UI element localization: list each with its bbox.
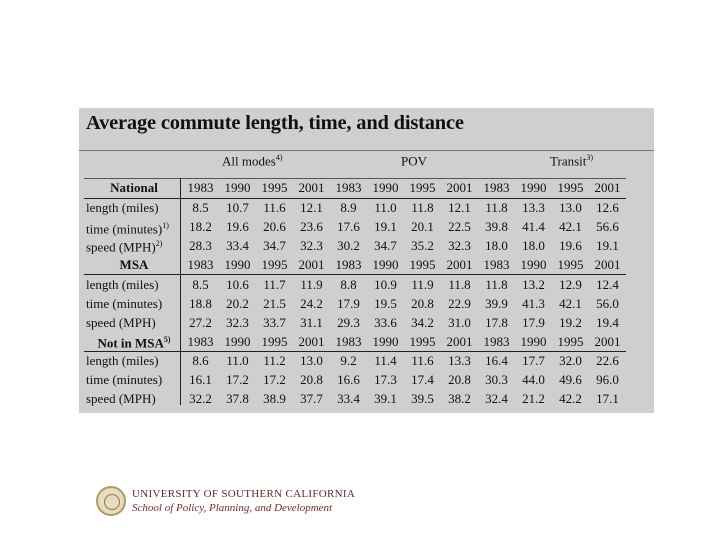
value-cell: 8.8	[340, 276, 357, 292]
value-cell: 11.8	[448, 276, 471, 292]
year-cell: 1990	[219, 179, 256, 199]
group-header-transit: Transit$^{3)}$	[550, 153, 594, 169]
value-cell: 10.9	[374, 276, 397, 292]
value-cell: 34.2	[411, 314, 434, 330]
value-cell: 42.1	[559, 295, 582, 311]
value-cell: 19.6	[559, 238, 582, 254]
value-cell: 37.7	[300, 391, 323, 407]
value-cell: 31.0	[448, 314, 471, 330]
year-cell: 1990	[219, 332, 256, 351]
value-cell: 22.9	[448, 295, 471, 311]
value-cell: 11.9	[300, 276, 323, 292]
value-cell: 11.9	[411, 276, 434, 292]
year-cell: 1995	[552, 332, 589, 351]
year-cell: 1995	[256, 332, 293, 351]
value-cell: 22.6	[596, 353, 619, 369]
year-cell: 1983	[330, 332, 367, 351]
year-cell: 1983	[478, 332, 515, 351]
value-cell: 31.1	[300, 314, 323, 330]
year-cell: 2001	[293, 256, 330, 275]
value-cell: 11.4	[374, 353, 397, 369]
value-cell: 32.3	[448, 238, 471, 254]
value-cell: 18.0	[522, 238, 545, 254]
value-cell: 16.4	[485, 353, 508, 369]
value-cell: 34.7	[263, 238, 286, 254]
year-cell: 2001	[589, 256, 626, 275]
year-cell: 2001	[293, 332, 330, 351]
value-cell: 12.1	[448, 200, 471, 216]
year-cell: 1995	[404, 256, 441, 275]
year-cell: 2001	[589, 179, 626, 199]
value-cell: 10.6	[226, 276, 249, 292]
value-cell: 96.0	[596, 372, 619, 388]
value-cell: 17.4	[411, 372, 434, 388]
value-cell: 42.2	[559, 391, 582, 407]
year-cell: 2001	[441, 256, 478, 275]
value-cell: 21.2	[522, 391, 545, 407]
row-label: speed (MPH)$^{2)}$	[86, 239, 163, 255]
university-seal-icon	[96, 486, 126, 516]
value-cell: 33.7	[263, 314, 286, 330]
row-label: length (miles)	[86, 200, 159, 216]
value-cell: 33.6	[374, 314, 397, 330]
year-cell: 1983	[330, 179, 367, 199]
value-cell: 56.6	[596, 219, 619, 235]
value-cell: 38.9	[263, 391, 286, 407]
value-cell: 39.9	[485, 295, 508, 311]
value-cell: 56.0	[596, 295, 619, 311]
year-cell: 1990	[515, 256, 552, 275]
value-cell: 12.9	[559, 276, 582, 292]
year-cell: 1983	[182, 179, 219, 199]
table-row	[84, 218, 626, 237]
value-cell: 19.5	[374, 295, 397, 311]
value-cell: 11.8	[485, 200, 508, 216]
value-cell: 30.3	[485, 372, 508, 388]
year-cell: 1983	[478, 256, 515, 275]
group-header-all-modes: All modes$^{4)}$	[222, 153, 283, 169]
value-cell: 35.2	[411, 238, 434, 254]
table-row	[84, 294, 626, 313]
row-label: length (miles)	[86, 353, 159, 369]
value-cell: 49.6	[559, 372, 582, 388]
year-cell: 2001	[441, 332, 478, 351]
value-cell: 10.7	[226, 200, 249, 216]
value-cell: 20.2	[226, 295, 249, 311]
value-cell: 34.7	[374, 238, 397, 254]
value-cell: 19.6	[226, 219, 249, 235]
title-rule	[79, 150, 654, 151]
year-cell: 1983	[478, 179, 515, 199]
value-cell: 11.8	[485, 276, 508, 292]
value-cell: 17.1	[596, 391, 619, 407]
year-cell: 1990	[219, 256, 256, 275]
value-cell: 39.8	[485, 219, 508, 235]
section-name: Not in MSA$^{5)}$	[84, 332, 182, 351]
commute-table	[84, 178, 626, 409]
value-cell: 17.9	[337, 295, 360, 311]
section-name: MSA	[84, 256, 182, 275]
value-cell: 13.3	[448, 353, 471, 369]
year-cell: 1990	[515, 332, 552, 351]
value-cell: 22.5	[448, 219, 471, 235]
value-cell: 30.2	[337, 238, 360, 254]
value-cell: 13.0	[300, 353, 323, 369]
value-cell: 38.2	[448, 391, 471, 407]
year-cell: 1990	[367, 256, 404, 275]
value-cell: 33.4	[226, 238, 249, 254]
row-label: time (minutes)	[86, 372, 163, 388]
year-cell: 1995	[404, 179, 441, 199]
value-cell: 12.4	[596, 276, 619, 292]
year-cell: 1990	[515, 179, 552, 199]
year-cell: 2001	[293, 179, 330, 199]
value-cell: 29.3	[337, 314, 360, 330]
value-cell: 20.8	[448, 372, 471, 388]
table-row	[84, 313, 626, 332]
value-cell: 11.0	[374, 200, 397, 216]
row-label: time (minutes)$^{1)}$	[86, 220, 169, 236]
year-cell: 2001	[589, 332, 626, 351]
value-cell: 17.3	[374, 372, 397, 388]
value-cell: 11.7	[263, 276, 286, 292]
value-cell: 41.4	[522, 219, 545, 235]
year-cell: 1995	[552, 179, 589, 199]
value-cell: 19.1	[596, 238, 619, 254]
value-cell: 11.0	[226, 353, 249, 369]
value-cell: 12.1	[300, 200, 323, 216]
row-label: length (miles)	[86, 276, 159, 292]
row-label: speed (MPH)	[86, 391, 156, 407]
table-title: Average commute length, time, and distance	[86, 112, 464, 134]
group-header-pov: POV	[401, 153, 428, 169]
table-row	[84, 352, 626, 371]
section-header-row	[84, 256, 626, 275]
value-cell: 18.8	[189, 295, 212, 311]
value-cell: 41.3	[522, 295, 545, 311]
value-cell: 21.5	[263, 295, 286, 311]
value-cell: 13.0	[559, 200, 582, 216]
value-cell: 17.9	[522, 314, 545, 330]
value-cell: 39.1	[374, 391, 397, 407]
value-cell: 11.8	[411, 200, 434, 216]
value-cell: 19.1	[374, 219, 397, 235]
row-label: speed (MPH)	[86, 314, 156, 330]
value-cell: 32.3	[300, 238, 323, 254]
value-cell: 16.6	[337, 372, 360, 388]
value-cell: 8.5	[192, 200, 209, 216]
value-cell: 18.0	[485, 238, 508, 254]
value-cell: 11.6	[411, 353, 434, 369]
column-divider	[180, 178, 181, 405]
value-cell: 24.2	[300, 295, 323, 311]
value-cell: 20.1	[411, 219, 434, 235]
value-cell: 27.2	[189, 314, 212, 330]
year-cell: 1983	[182, 256, 219, 275]
value-cell: 17.2	[263, 372, 286, 388]
year-cell: 1995	[552, 256, 589, 275]
value-cell: 20.6	[263, 219, 286, 235]
section-header-row	[84, 179, 626, 199]
value-cell: 17.8	[485, 314, 508, 330]
value-cell: 19.4	[596, 314, 619, 330]
value-cell: 11.6	[263, 200, 286, 216]
year-cell: 1995	[256, 179, 293, 199]
table-row	[84, 237, 626, 256]
year-cell: 1990	[367, 332, 404, 351]
value-cell: 17.2	[226, 372, 249, 388]
value-cell: 32.2	[189, 391, 212, 407]
table-row	[84, 390, 626, 409]
value-cell: 19.2	[559, 314, 582, 330]
value-cell: 16.1	[189, 372, 212, 388]
table-panel	[79, 108, 654, 413]
value-cell: 18.2	[189, 219, 212, 235]
value-cell: 32.3	[226, 314, 249, 330]
value-cell: 8.9	[340, 200, 357, 216]
value-cell: 23.6	[300, 219, 323, 235]
section-name: National	[84, 179, 182, 199]
school-name: School of Policy, Planning, and Development	[132, 502, 333, 514]
value-cell: 9.2	[340, 353, 357, 369]
year-cell: 1990	[367, 179, 404, 199]
value-cell: 20.8	[300, 372, 323, 388]
section-header-row	[84, 332, 626, 351]
value-cell: 28.3	[189, 238, 212, 254]
year-cell: 1995	[404, 332, 441, 351]
value-cell: 12.6	[596, 200, 619, 216]
table-row	[84, 198, 626, 217]
value-cell: 11.2	[263, 353, 286, 369]
value-cell: 8.5	[192, 276, 209, 292]
value-cell: 32.0	[559, 353, 582, 369]
value-cell: 13.3	[522, 200, 545, 216]
value-cell: 8.6	[192, 353, 209, 369]
table-row	[84, 275, 626, 294]
university-name: UNIVERSITY OF SOUTHERN CALIFORNIA	[132, 488, 356, 500]
year-cell: 2001	[441, 179, 478, 199]
value-cell: 17.7	[522, 353, 545, 369]
year-cell: 1995	[256, 256, 293, 275]
value-cell: 44.0	[522, 372, 545, 388]
table-row	[84, 371, 626, 390]
value-cell: 39.5	[411, 391, 434, 407]
value-cell: 33.4	[337, 391, 360, 407]
value-cell: 13.2	[522, 276, 545, 292]
value-cell: 42.1	[559, 219, 582, 235]
value-cell: 32.4	[485, 391, 508, 407]
year-cell: 1983	[330, 256, 367, 275]
value-cell: 17.6	[337, 219, 360, 235]
value-cell: 20.8	[411, 295, 434, 311]
row-label: time (minutes)	[86, 295, 163, 311]
year-cell: 1983	[182, 332, 219, 351]
value-cell: 37.8	[226, 391, 249, 407]
